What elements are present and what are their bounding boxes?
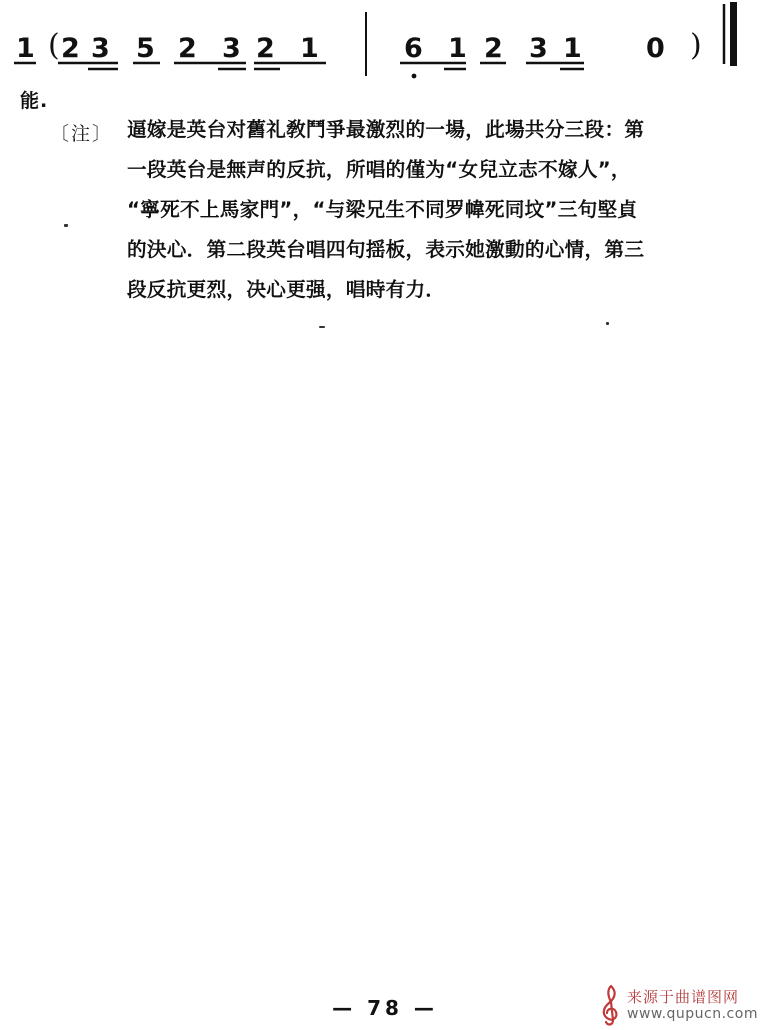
note: 6 bbox=[404, 33, 423, 64]
annotation-label: 〔注〕 bbox=[50, 123, 114, 145]
lyric-tail: 能. bbox=[20, 90, 49, 112]
note: 1 bbox=[300, 33, 319, 64]
annotation-line: 逼嫁是英台对舊礼敎鬥爭最激烈的一場，此場共分三段：第 bbox=[127, 118, 645, 141]
note: 2 bbox=[61, 33, 80, 64]
note: 3 bbox=[91, 33, 110, 64]
note: 3 bbox=[222, 33, 241, 64]
annotation-line: 段反抗更烈，决心更强，唱時有力． bbox=[127, 278, 446, 301]
scan-speck bbox=[319, 326, 325, 328]
beam-lines bbox=[14, 63, 326, 69]
treble-clef-icon bbox=[597, 984, 623, 1026]
note: 1 bbox=[16, 33, 35, 64]
note: 1 bbox=[448, 33, 467, 64]
open-parenthesis: ( bbox=[48, 28, 60, 63]
close-parenthesis: ) bbox=[690, 28, 702, 63]
scan-speck bbox=[606, 322, 609, 325]
page-number: — 78 — bbox=[332, 996, 438, 1020]
annotation-line: 的決心．第二段英台唱四句揺板，表示她激動的心情，第三 bbox=[127, 238, 645, 261]
measure-2 bbox=[400, 28, 702, 78]
watermark bbox=[597, 984, 762, 1028]
watermark-title: 来源于曲谱图网 bbox=[627, 988, 740, 1006]
measure-1 bbox=[14, 28, 326, 69]
annotation-line: 一段英台是無声的反抗，所唱的僅为“女兒立志不嫁人”， bbox=[127, 158, 631, 181]
note: 2 bbox=[484, 33, 503, 64]
note: 2 bbox=[256, 33, 275, 64]
note: 3 bbox=[529, 33, 548, 64]
scan-speck bbox=[64, 224, 68, 227]
final-double-barline bbox=[724, 2, 737, 66]
beam-lines bbox=[400, 63, 584, 69]
watermark-url: www.qupucn.com bbox=[627, 1006, 758, 1022]
numbered-notation-score bbox=[0, 0, 770, 80]
annotation-line: “寧死不上馬家門”，“与梁兄生不同罗幃死同坟”三句堅貞 bbox=[127, 198, 638, 221]
annotation-body bbox=[127, 116, 747, 316]
note: 5 bbox=[136, 33, 155, 64]
rest-note: 0 bbox=[646, 33, 665, 64]
note: 1 bbox=[563, 33, 582, 64]
low-octave-dot bbox=[412, 74, 417, 79]
note: 2 bbox=[178, 33, 197, 64]
